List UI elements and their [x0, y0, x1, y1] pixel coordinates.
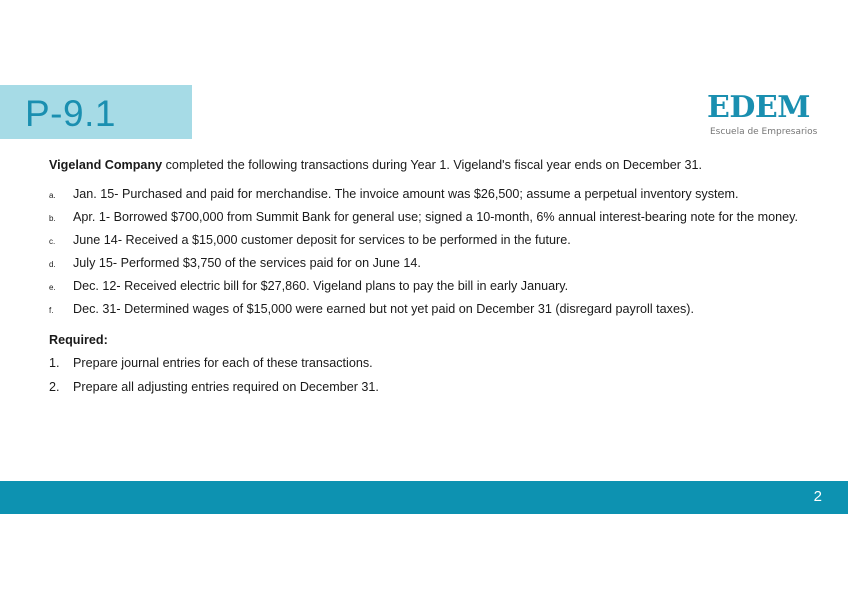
transaction-item	[49, 255, 809, 272]
intro-text: completed the following transactions during Year 1. Vigeland's fiscal year ends on December 31.	[162, 158, 702, 172]
edem-logo	[700, 92, 825, 142]
slide-title-box	[0, 85, 192, 139]
transaction-list	[49, 186, 809, 318]
transaction-item	[49, 186, 809, 203]
list-marker: b.	[49, 214, 56, 223]
page-number: 2	[813, 488, 822, 505]
transaction-text: Apr. 1- Borrowed $700,000 from Summit Bank for general use; signed a 10-month, 6% annual interest-bearing note for the money.	[73, 210, 799, 224]
company-name: Vigeland Company	[49, 158, 163, 172]
list-marker: a.	[49, 191, 56, 200]
required-item	[49, 355, 809, 372]
transaction-text: Dec. 31- Determined wages of $15,000 were earned but not yet paid on December 31 (disregard payroll taxes).	[73, 302, 694, 316]
list-marker: d.	[49, 260, 56, 269]
required-text: Prepare all adjusting entries required on December 31.	[73, 380, 379, 394]
logo-subtitle: Escuela de Empresarios	[710, 127, 818, 137]
required-text: Prepare journal entries for each of these transactions.	[73, 356, 373, 370]
transaction-item	[49, 301, 809, 318]
logo-wordmark: EDEM	[707, 90, 810, 125]
transaction-item	[49, 232, 809, 249]
list-marker: c.	[49, 237, 56, 246]
required-item	[49, 379, 809, 396]
transaction-text: Dec. 12- Received electric bill for $27,860. Vigeland plans to pay the bill in early January.	[73, 279, 569, 293]
required-list	[49, 355, 809, 396]
transaction-text: Jan. 15- Purchased and paid for merchandise. The invoice amount was $26,500; assume a perpetual inventory system.	[73, 187, 739, 201]
intro-paragraph	[49, 157, 809, 174]
transaction-item	[49, 209, 809, 226]
transaction-text: July 15- Performed $3,750 of the services paid for on June 14.	[73, 256, 421, 270]
transaction-text: June 14- Received a $15,000 customer deposit for services to be performed in the future.	[73, 233, 571, 247]
footer-bar	[0, 481, 848, 514]
transaction-item	[49, 278, 809, 295]
slide-title: P-9.1	[25, 93, 116, 134]
list-marker: f.	[49, 306, 54, 315]
required-heading: Required:	[49, 333, 108, 347]
problem-content	[49, 157, 809, 403]
list-marker: 2.	[49, 380, 60, 394]
list-marker: e.	[49, 283, 56, 292]
list-marker: 1.	[49, 356, 60, 370]
